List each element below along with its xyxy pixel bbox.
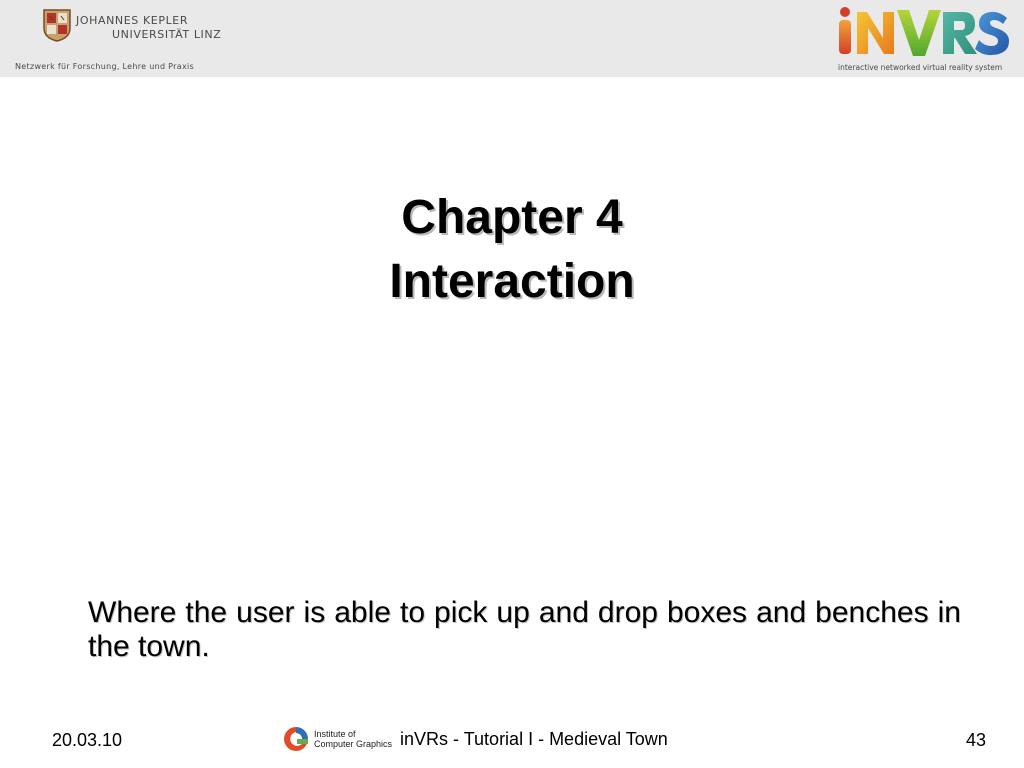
footer-presentation-title: inVRs - Tutorial I - Medieval Town	[400, 728, 668, 749]
footer-date: 20.03.10	[52, 730, 123, 750]
institute-line1: Institute of	[314, 729, 356, 739]
title-line-2: Interaction	[389, 255, 635, 308]
institute-name	[314, 729, 392, 749]
footer-center	[280, 722, 668, 756]
university-name-line2: UNIVERSITÄT LINZ	[112, 28, 222, 41]
university-crest-icon	[42, 8, 72, 42]
jku-logo	[10, 6, 270, 72]
invrs-subtitle: interactive networked virtual reality system	[838, 63, 1003, 72]
slide-body-text: Where the user is able to pick up and drop boxes and benches in the town.	[88, 596, 961, 663]
title-line-1: Chapter 4	[401, 191, 623, 244]
slide-title	[0, 186, 1024, 314]
page-number: 43	[965, 730, 986, 750]
university-name	[76, 14, 221, 42]
icg-logo-icon	[280, 724, 312, 754]
university-tagline: Netzwerk für Forschung, Lehre und Praxis	[15, 62, 194, 71]
university-name-line1: JOHANNES KEPLER	[76, 14, 189, 27]
slide-header	[0, 0, 1024, 77]
institute-line2: Computer Graphics	[314, 739, 393, 749]
